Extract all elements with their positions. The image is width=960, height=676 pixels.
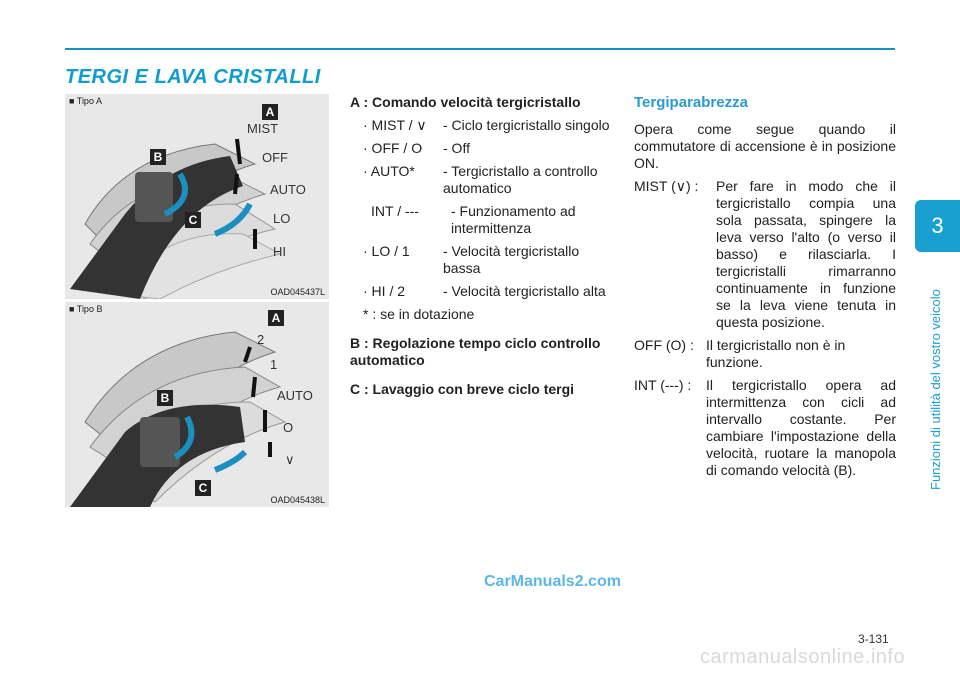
badge-a: A (268, 310, 284, 326)
intro-paragraph: Opera come segue quando il commutatore di accensione è in posizione ON. (634, 121, 896, 171)
badge-b: B (150, 149, 166, 165)
legend-item: INT / --- - Funzionamento ad intermittenza (371, 203, 576, 236)
legend-item: · MIST / ∨ - Ciclo tergicristallo singolo (363, 117, 610, 133)
legend-item: · HI / 2 - Velocità tergicristallo alta (363, 283, 606, 299)
position-label: 1 (270, 357, 278, 372)
chapter-tab[interactable]: 3 (915, 200, 960, 252)
position-label: MIST (247, 121, 279, 136)
section-heading: Tergiparabrezza (634, 94, 748, 111)
page-number: 3-131 (858, 632, 889, 646)
footer-watermark: carmanualsonline.info (700, 646, 906, 668)
header-rule (65, 48, 895, 50)
position-label: AUTO (277, 388, 313, 403)
figure-code: OAD045437L (270, 287, 325, 297)
figure-label: ■ Tipo A (69, 96, 102, 106)
badge-c: C (185, 212, 201, 228)
figure-label: ■ Tipo B (69, 304, 103, 314)
legend-c-heading: C : Lavaggio con breve ciclo tergi (350, 381, 575, 397)
wiper-stalk-illustration (65, 302, 329, 507)
figure-type-b (65, 302, 329, 507)
position-label: AUTO (270, 182, 306, 197)
legend-item: · AUTO* - Tergicristallo a controllo automatico (363, 163, 598, 196)
position-label: ∨ (285, 452, 295, 467)
position-label: O (283, 420, 294, 435)
position-label: LO (273, 211, 291, 226)
footnote: * : se in dotazione (363, 306, 475, 322)
badge-b: B (157, 390, 173, 406)
control-legend (350, 94, 612, 398)
badge-c: C (195, 480, 211, 496)
mode-item: OFF (O) : Il tergicristallo non è in funzione. (634, 337, 846, 370)
position-label: 2 (257, 332, 265, 347)
windshield-wiper-section (634, 94, 896, 479)
mode-item: INT (---) : Il tergicristallo opera ad intermittenza con cicli ad intervallo costante. Per cambiare l'impostazione della velocità, ruotare la manopola di comando velocità (B). (634, 377, 896, 478)
legend-b-heading: B : Regolazione tempo ciclo controllo automatico (350, 335, 601, 368)
legend-item: · OFF / O - Off (363, 140, 470, 156)
figure-code: OAD045438L (270, 495, 325, 505)
section-title: TERGI E LAVA CRISTALLI (65, 66, 321, 88)
legend-a-heading: A : Comando velocità tergicristallo (350, 94, 581, 110)
watermark-link[interactable]: CarManuals2.com (484, 573, 621, 590)
legend-item: · LO / 1 - Velocità tergicristallo bassa (363, 243, 580, 276)
position-label: OFF (262, 150, 288, 165)
badge-a: A (262, 104, 278, 120)
chapter-side-title: Funzioni di utilità del vostro veicolo (928, 289, 943, 490)
position-label: HI (273, 244, 286, 259)
figure-type-a (65, 94, 329, 299)
mode-item: MIST (∨) : Per fare in modo che il tergicristallo compia una sola passata, spingere la leva verso l'alto (o verso il basso) e rilasciarla. I tergicristalli rimarranno continuamente in funzione se la leva viene tenuta in questa posizione. (634, 178, 896, 330)
